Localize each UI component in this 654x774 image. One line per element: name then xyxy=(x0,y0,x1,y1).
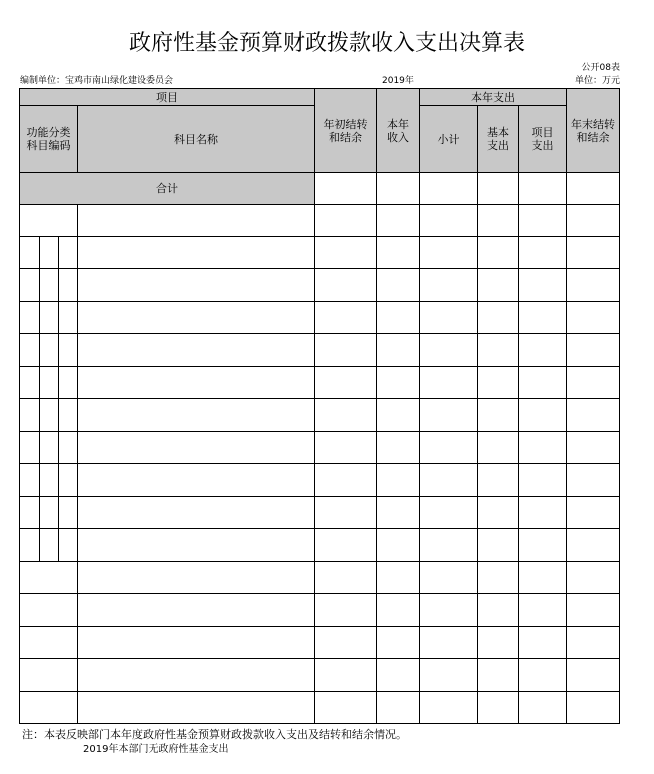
table-row xyxy=(20,464,620,497)
total-row xyxy=(20,173,620,205)
table-row xyxy=(20,367,620,399)
table-cell xyxy=(377,173,420,205)
table-row xyxy=(20,692,620,724)
table-cell xyxy=(478,173,519,205)
table-row xyxy=(20,334,620,367)
table-row xyxy=(20,594,620,627)
table-row xyxy=(20,627,620,659)
total-label: 合计 xyxy=(20,173,315,205)
table-row xyxy=(20,659,620,692)
header-opening-balance: 年初结转和结余 xyxy=(315,89,377,173)
table-row xyxy=(20,562,620,594)
page-title: 政府性基金预算财政拨款收入支出决算表 xyxy=(128,31,525,56)
header-project-expenditure: 项目支出 xyxy=(519,106,567,173)
table-cell xyxy=(315,173,377,205)
header-function-code: 功能分类科目编码 xyxy=(20,106,78,173)
form-code: 公开08表 xyxy=(581,63,620,73)
header-closing-balance: 年末结转和结余 xyxy=(567,89,620,173)
table-row xyxy=(20,269,620,302)
table-row xyxy=(20,205,620,237)
table-row xyxy=(20,432,620,464)
budget-table xyxy=(19,88,620,724)
table-cell xyxy=(567,173,620,205)
header-project: 项目 xyxy=(20,89,315,106)
header-annual-income: 本年收入 xyxy=(377,89,420,173)
reporting-unit: 编制单位：宝鸡市南山绿化建设委员会 xyxy=(20,76,174,86)
table-row xyxy=(20,399,620,432)
header-subtotal: 小计 xyxy=(420,106,478,173)
table-row xyxy=(20,237,620,269)
table-row xyxy=(20,497,620,529)
header-annual-expenditure: 本年支出 xyxy=(420,89,567,106)
table-row xyxy=(20,302,620,334)
footnote: 注：本表反映部门本年度政府性基金预算财政拨款收入支出及结转和结余情况。 xyxy=(22,728,407,741)
footnote-no-expenditure: 2019年本部门无政府性基金支出 xyxy=(83,744,229,755)
table-row xyxy=(20,529,620,562)
header-subject-name: 科目名称 xyxy=(78,106,315,173)
table-cell xyxy=(420,173,478,205)
report-year: 2019年 xyxy=(382,76,414,86)
header-basic-expenditure: 基本支出 xyxy=(478,106,519,173)
table-cell xyxy=(519,173,567,205)
currency-unit: 单位：万元 xyxy=(574,76,620,86)
